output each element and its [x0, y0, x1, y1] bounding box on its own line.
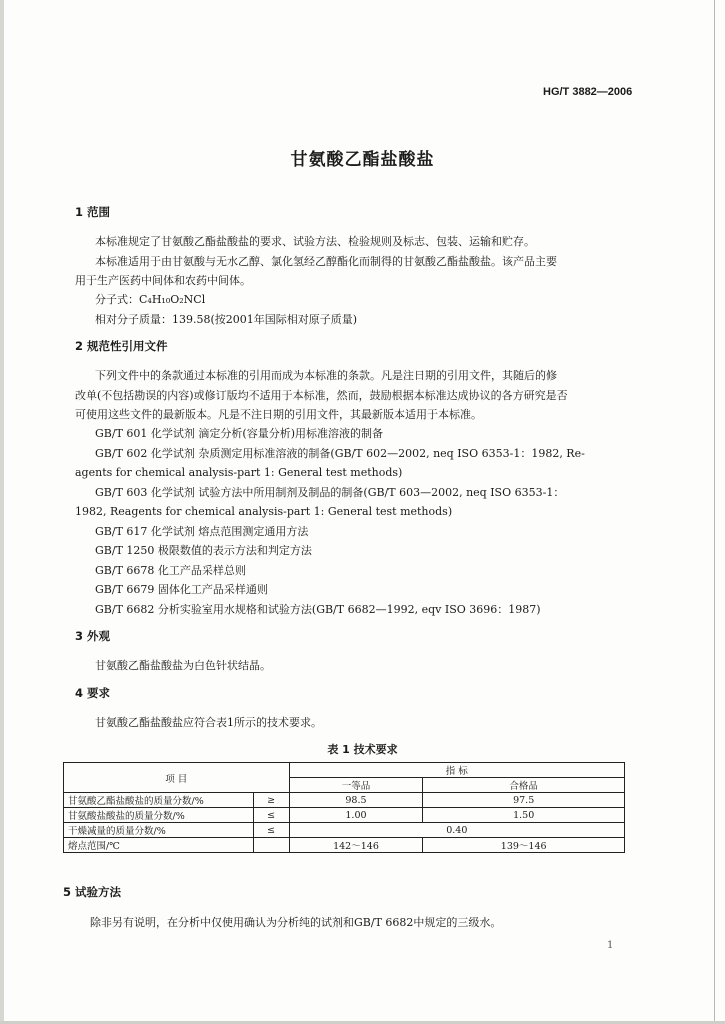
table-row: [64, 808, 625, 823]
section-3-para: 甘氨酸乙酯盐酸盐为白色针状结晶。: [95, 659, 271, 672]
table-header-row: [64, 763, 625, 778]
reference-gbt603-cont: 1982, Reagents for chemical analysis-part 1: General test methods): [75, 505, 453, 518]
reference-gbt601: GB/T 601 化学试剂 滴定分析(容量分析)用标准溶液的制备: [95, 427, 383, 440]
reference-gbt6682: GB/T 6682 分析实验室用水规格和试验方法(GB/T 6682—1992, eqv ISO 3696：1987): [95, 603, 541, 616]
document-title: 甘氨酸乙酯盐酸盐: [290, 150, 435, 170]
table-row: [64, 823, 625, 838]
table-header-index: 指 标: [289, 763, 624, 778]
section-3-heading: 3 外观: [75, 629, 111, 643]
table-header-item: 项 目: [64, 763, 290, 793]
table-cell-first-grade: 142～146: [289, 838, 423, 853]
technical-requirements-table: [63, 762, 625, 853]
table-cell-qualified: 97.5: [423, 793, 625, 808]
section-4-heading: 4 要求: [75, 686, 111, 700]
table-cell-item: 甘氨酸盐酸盐的质量分数/%: [64, 808, 254, 823]
section-2-heading: 2 规范性引用文件: [75, 339, 168, 353]
section-5-para: 除非另有说明，在分析中仅使用确认为分析纯的试剂和GB/T 6682中规定的三级水。: [90, 916, 502, 929]
table-row: [64, 838, 625, 853]
section-1-heading: 1 范围: [75, 205, 111, 219]
table-cell-first-grade: 1.00: [289, 808, 423, 823]
table-cell-item: 干燥减量的质量分数/%: [64, 823, 254, 838]
reference-gbt603: GB/T 603 化学试剂 试验方法中所用制剂及制品的制备(GB/T 603—2002, neq ISO 6353-1：: [95, 486, 565, 499]
table-cell-operator: ≤: [253, 808, 289, 823]
molecular-mass: 相对分子质量：139.58(按2001年国际相对原子质量): [95, 313, 358, 326]
table-cell-qualified: 1.50: [423, 808, 625, 823]
table-cell-operator: ≥: [253, 793, 289, 808]
reference-gbt6678: GB/T 6678 化工产品采样总则: [95, 564, 246, 577]
section-2-para-b: 改单(不包括勘误的内容)或修订版均不适用于本标准，然而，鼓励根据本标准达成协议的各方研究是否: [75, 389, 568, 402]
reference-gbt602-cont: agents for chemical analysis-part 1: General test methods): [75, 466, 403, 479]
table-cell-qualified: 139～146: [423, 838, 625, 853]
reference-gbt617: GB/T 617 化学试剂 熔点范围测定通用方法: [95, 525, 309, 538]
table-cell-item: 甘氨酸乙酯盐酸盐的质量分数/%: [64, 793, 254, 808]
table-cell-merged-value: 0.40: [289, 823, 624, 838]
standard-number: HG/T 3882—2006: [543, 86, 633, 98]
molecular-formula: 分子式：C₄H₁₀O₂NCl: [95, 293, 206, 306]
table-cell-first-grade: 98.5: [289, 793, 423, 808]
table-caption: 表 1 技术要求: [327, 743, 398, 756]
table-header-first-grade: 一等品: [289, 778, 423, 793]
section-1-para-2a: 本标准适用于由甘氨酸与无水乙醇、氯化氢经乙醇酯化而制得的甘氨酸乙酯盐酸盐。该产品主要: [95, 255, 557, 268]
section-1-para-2b: 用于生产医药中间体和农药中间体。: [75, 274, 251, 287]
reference-gbt6679: GB/T 6679 固体化工产品采样通则: [95, 583, 268, 596]
section-1-para-1: 本标准规定了甘氨酸乙酯盐酸盐的要求、试验方法、检验规则及标志、包装、运输和贮存。: [95, 235, 535, 248]
table-cell-operator: [253, 838, 289, 853]
page-number: 1: [607, 940, 614, 951]
table-cell-item: 熔点范围/℃: [64, 838, 254, 853]
section-2-para-c: 可使用这些文件的最新版本。凡是不注日期的引用文件，其最新版本适用于本标准。: [75, 408, 482, 421]
reference-gbt602: GB/T 602 化学试剂 杂质测定用标准溶液的制备(GB/T 602—2002, neq ISO 6353-1：1982, Re-: [95, 447, 585, 460]
reference-gbt1250: GB/T 1250 极限数值的表示方法和判定方法: [95, 544, 312, 557]
table-cell-operator: ≤: [253, 823, 289, 838]
table-header-qualified: 合格品: [423, 778, 625, 793]
section-4-para: 甘氨酸乙酯盐酸盐应符合表1所示的技术要求。: [95, 716, 322, 729]
section-5-heading: 5 试验方法: [63, 885, 122, 899]
section-2-para-a: 下列文件中的条款通过本标准的引用而成为本标准的条款。凡是注日期的引用文件，其随后的修: [95, 369, 557, 382]
table-row: [64, 793, 625, 808]
